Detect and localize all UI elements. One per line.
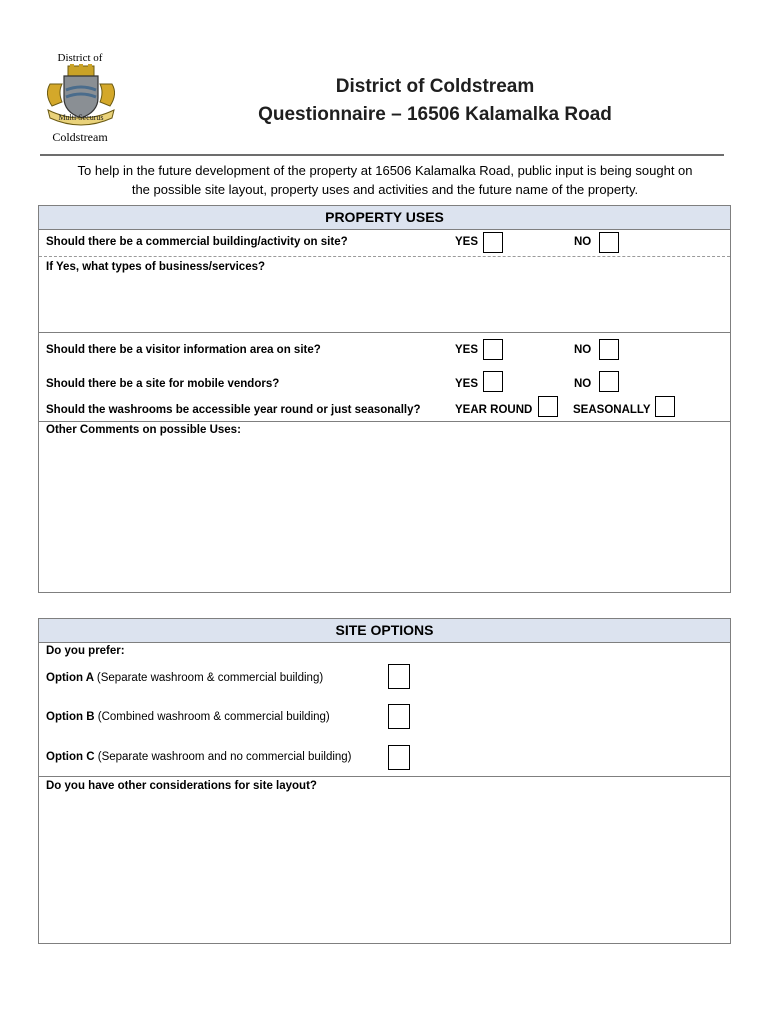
vendors-no-label: NO [574, 378, 592, 390]
intro-line-2: the possible site layout, property uses and activities and the future name of the property. [131, 182, 639, 197]
option-b-label [46, 711, 330, 723]
commercial-question: Should there be a commercial building/activity on site? [46, 236, 348, 248]
vendors-no-checkbox[interactable] [599, 371, 619, 392]
seasonally-checkbox[interactable] [655, 396, 675, 417]
other-considerations-answer-area[interactable] [43, 799, 725, 939]
row-divider [39, 256, 730, 257]
option-b-name: Option B [46, 711, 95, 723]
coat-of-arms-icon [42, 64, 120, 130]
intro-line-1: To help in the future development of the property at 16506 Kalamalka Road, public input is being sought on [77, 163, 693, 178]
page-title: District of Coldstream [335, 76, 535, 97]
site-options-heading: SITE OPTIONS [39, 619, 730, 643]
visitor-yes-label: YES [455, 344, 479, 356]
property-uses-section [38, 205, 731, 593]
vendors-yes-checkbox[interactable] [483, 371, 503, 392]
logo-motto: Multi Securus [58, 113, 104, 122]
option-b-description: (Combined washroom & commercial building) [97, 711, 330, 723]
option-c-checkbox[interactable] [388, 745, 410, 770]
row-divider [39, 421, 730, 422]
business-types-question: If Yes, what types of business/services? [46, 261, 266, 273]
year-round-checkbox[interactable] [538, 396, 558, 417]
option-c-name: Option C [46, 751, 95, 763]
option-b-checkbox[interactable] [388, 704, 410, 729]
page-subtitle: Questionnaire – 16506 Kalamalka Road [258, 104, 612, 125]
row-divider [39, 332, 730, 333]
commercial-no-checkbox[interactable] [599, 232, 619, 253]
option-a-name: Option A [46, 672, 94, 684]
seasonally-label: SEASONALLY [573, 404, 651, 416]
logo-top-text: District of [57, 52, 103, 64]
intro-text [40, 161, 730, 199]
vendors-yes-label: YES [455, 378, 479, 390]
row-divider [39, 776, 730, 777]
visitor-yes-checkbox[interactable] [483, 339, 503, 360]
option-c-description: (Separate washroom and no commercial building) [97, 751, 352, 763]
year-round-label: YEAR ROUND [455, 404, 533, 416]
option-a-checkbox[interactable] [388, 664, 410, 689]
washrooms-question: Should the washrooms be accessible year round or just seasonally? [46, 404, 421, 416]
commercial-yes-checkbox[interactable] [483, 232, 503, 253]
option-a-label [46, 672, 323, 684]
property-uses-heading: PROPERTY USES [39, 206, 730, 230]
site-options-section [38, 618, 731, 944]
business-types-answer-area[interactable] [43, 278, 723, 330]
other-considerations-question: Do you have other considerations for site layout? [46, 780, 317, 792]
visitor-no-checkbox[interactable] [599, 339, 619, 360]
other-comments-question: Other Comments on possible Uses: [46, 424, 241, 436]
commercial-yes-label: YES [455, 236, 479, 248]
option-c-label [46, 751, 352, 763]
district-logo [36, 48, 126, 148]
visitor-info-question: Should there be a visitor information area on site? [46, 344, 321, 356]
commercial-no-label: NO [574, 236, 592, 248]
option-a-description: (Separate washroom & commercial building) [96, 672, 324, 684]
visitor-no-label: NO [574, 344, 592, 356]
header-divider [40, 154, 724, 156]
prefer-question: Do you prefer: [46, 645, 125, 657]
other-comments-answer-area[interactable] [43, 442, 725, 588]
logo-bottom-text: Coldstream [52, 130, 108, 144]
mobile-vendors-question: Should there be a site for mobile vendors? [46, 378, 280, 390]
